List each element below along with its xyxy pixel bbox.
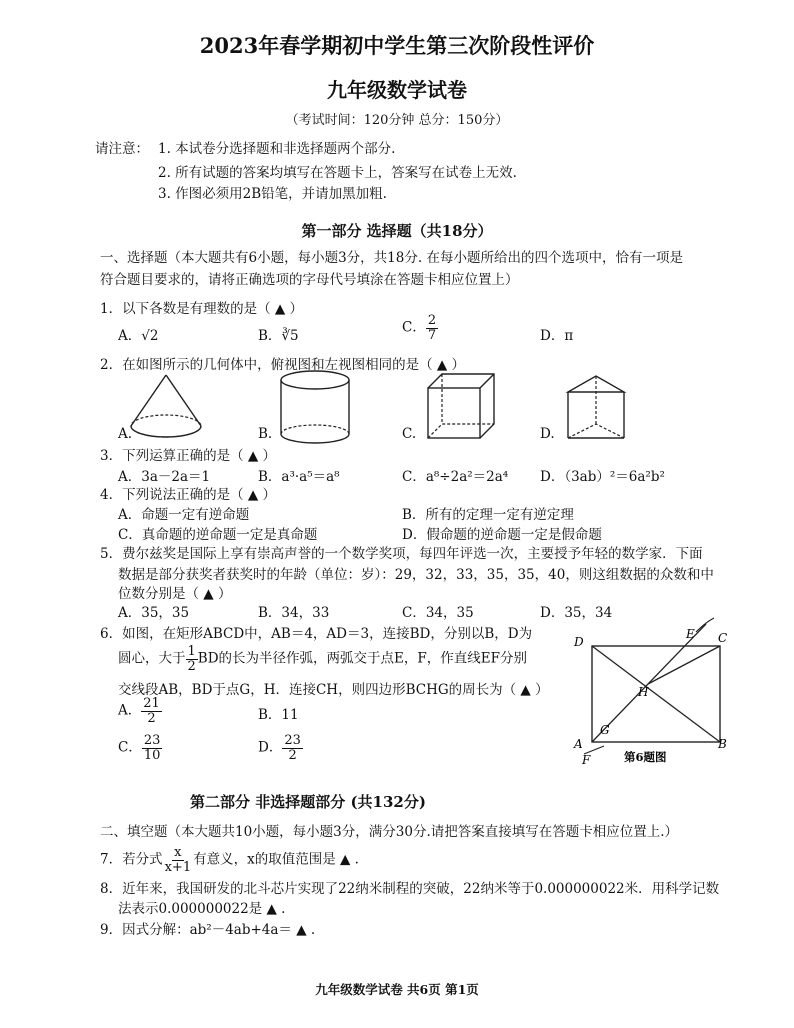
label-h: H — [638, 685, 649, 699]
q8-stem: 法表示0.000000022是 ▲ . — [118, 901, 286, 917]
q5-stem: 位数分别是（ ▲ ） — [118, 586, 232, 602]
notes-label: 请注意： — [95, 141, 149, 157]
q7-stem: 7．若分式 $\frac{x}{x+1}$ 有意义，x的取值范围是 ▲ . — [100, 845, 359, 875]
q4-option-a: A．命题一定有逆命题 — [118, 507, 250, 523]
exam-info: （考试时间：120分钟 总分：150分） — [285, 113, 509, 128]
label-a: A — [574, 737, 583, 751]
q6-option-d: D． $\frac{23}{2}$ — [258, 733, 301, 763]
q5-option-a: A．35，35 — [118, 605, 190, 621]
q5-stem: 数据是部分获奖者获奖时的年龄（单位：岁）：29，32，33，35，35，40，则这组数据的众数和中 — [118, 567, 714, 583]
q4-option-b: B．所有的定理一定有逆定理 — [402, 507, 574, 523]
q6-stem: 交线段AB，BD于点G，H．连接CH，则四边形BCHG的周长为（ ▲ ） — [118, 682, 549, 698]
q6-option-a: A． $\frac{21}{2}$ — [118, 696, 160, 726]
q4-option-d: D．假命题的逆命题一定是假命题 — [402, 527, 602, 543]
part2-title: 第二部分 非选择题部分 (共132分) — [190, 793, 426, 811]
q2-option-d: D. — [540, 426, 555, 442]
figure-caption: 第6题图 — [624, 750, 667, 764]
label-f: F — [582, 753, 591, 767]
cube-figure — [420, 370, 500, 442]
q2-option-b: B. — [258, 426, 273, 442]
q4-option-c: C．真命题的逆命题一定是真命题 — [118, 527, 318, 543]
q3-option-c: C．a⁸÷2a²＝2a⁴ — [402, 469, 509, 485]
part1-instruction: 符合题目要求的，请将正确选项的字母代号填涂在答题卡相应位置上） — [100, 272, 519, 288]
page-subtitle: 九年级数学试卷 — [327, 78, 467, 102]
q6-option-c: C． $\frac{23}{10}$ — [118, 733, 161, 763]
q6-option-b: B．11 — [258, 707, 299, 723]
q1-option-a: A．√2 — [118, 328, 159, 344]
q1-stem: 1．以下各数是有理数的是（ ▲ ） — [100, 301, 304, 317]
q8-stem: 8．近年来，我国研发的北斗芯片实现了22纳米制程的突破，22纳米等于0.000000022米．用科学记数 — [100, 881, 720, 897]
label-d: D — [574, 635, 584, 649]
q2-option-a: A. — [118, 426, 133, 442]
page-footer: 九年级数学试卷 共6页 第1页 — [315, 982, 479, 997]
q1-option-c: C． $\frac{2}{7}$ — [402, 313, 437, 343]
q1-option-b: B．∛5 — [258, 328, 299, 344]
part2-instruction: 二、填空题（本大题共10小题，每小题3分，满分30分.请把答案直接填写在答题卡相应位置上.） — [100, 824, 679, 840]
prism-figure — [562, 372, 632, 444]
q3-option-d: D．（3ab）²＝6a²b² — [540, 469, 665, 485]
q3-option-b: B．a³·a⁵＝a⁸ — [258, 469, 340, 485]
note-item: 1. 本试卷分选择题和非选择题两个部分. — [158, 141, 396, 157]
part1-title: 第一部分 选择题（共18分） — [301, 222, 493, 240]
q6-stem: 6．如图，在矩形ABCD中，AB＝4，AD＝3，连接BD，分别以B，D为 — [100, 626, 533, 642]
label-e: E — [686, 627, 695, 641]
q6-stem: 圆心，大于 $\frac{1}{2}$ BD的长为半径作弧，两弧交于点E，F，作直线EF分别 — [118, 644, 527, 674]
part1-instruction: 一、选择题（本大题共有6小题，每小题3分，共18分. 在每小题所给出的四个选项中，恰有一项是 — [100, 250, 683, 266]
q3-stem: 3．下列运算正确的是（ ▲ ） — [100, 448, 277, 464]
q1-option-d: D．π — [540, 328, 574, 344]
q9-stem: 9．因式分解：ab²－4ab+4a＝ ▲ . — [100, 922, 316, 938]
q3-option-a: A．3a－2a＝1 — [118, 469, 211, 485]
q2-stem: 2．在如图所示的几何体中，俯视图和左视图相同的是（ ▲ ） — [100, 357, 466, 373]
diagonal-bd — [592, 646, 720, 742]
q5-option-c: C．34，35 — [402, 605, 474, 621]
label-b: B — [718, 737, 727, 751]
note-item: 3. 作图必须用2B铅笔，并请加黑加粗. — [158, 186, 387, 202]
q5-option-d: D．35，34 — [540, 605, 613, 621]
q2-option-c: C. — [402, 426, 417, 442]
q6-figure — [568, 614, 748, 774]
page-title: 2023年春学期初中学生第三次阶段性评价 — [199, 33, 595, 58]
label-g: G — [600, 723, 610, 737]
q5-stem: 5．费尔兹奖是国际上享有崇高声誉的一个数学奖项，每四年评选一次，主要授予年轻的数学家．下面 — [100, 546, 703, 562]
label-c: C — [718, 631, 728, 645]
cylinder-figure — [275, 368, 355, 448]
q4-stem: 4．下列说法正确的是（ ▲ ） — [100, 487, 277, 503]
segment-ch — [648, 646, 720, 684]
q5-option-b: B．34，33 — [258, 605, 330, 621]
note-item: 2. 所有试题的答案均填写在答题卡上，答案写在试卷上无效. — [158, 165, 517, 181]
